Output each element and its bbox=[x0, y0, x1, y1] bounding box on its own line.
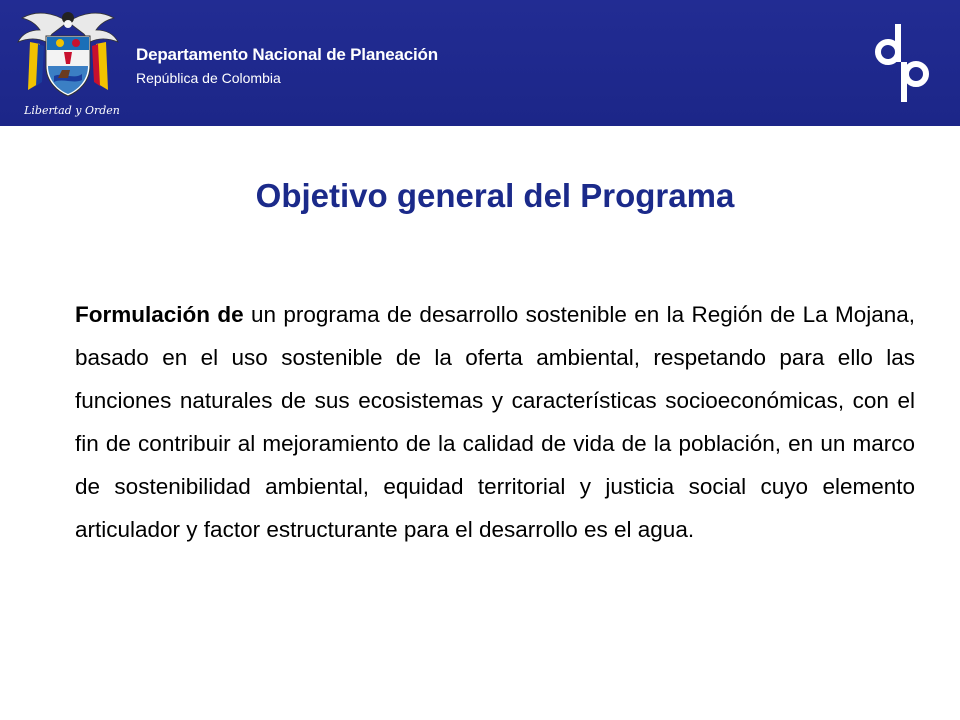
header-banner bbox=[0, 0, 960, 126]
page-title: Objetivo general del Programa bbox=[255, 177, 735, 215]
country-name: República de Colombia bbox=[136, 70, 281, 86]
dnp-logo-icon bbox=[868, 18, 938, 108]
organization-name: Departamento Nacional de Planeación bbox=[136, 45, 438, 64]
organization-block bbox=[136, 44, 438, 88]
body-lead: Formulación de bbox=[75, 301, 244, 327]
body-paragraph bbox=[75, 293, 915, 551]
body-text: un programa de desarrollo sostenible en la Región de La Mojana, basado en el uso sostenible de la oferta ambiental, respetando para ello las funciones naturales de sus ecosistemas y características socioeconómicas, con el fin de contribuir al mejoramiento de la calidad de vida de la población, en un marco de sostenibilidad ambiental, equidad territorial y justicia social cuyo elemento articulador y factor estructurante para el desarrollo es el agua. bbox=[75, 301, 915, 542]
crest-caption: Libertad y Orden bbox=[24, 104, 120, 117]
coat-of-arms-icon bbox=[8, 4, 128, 122]
